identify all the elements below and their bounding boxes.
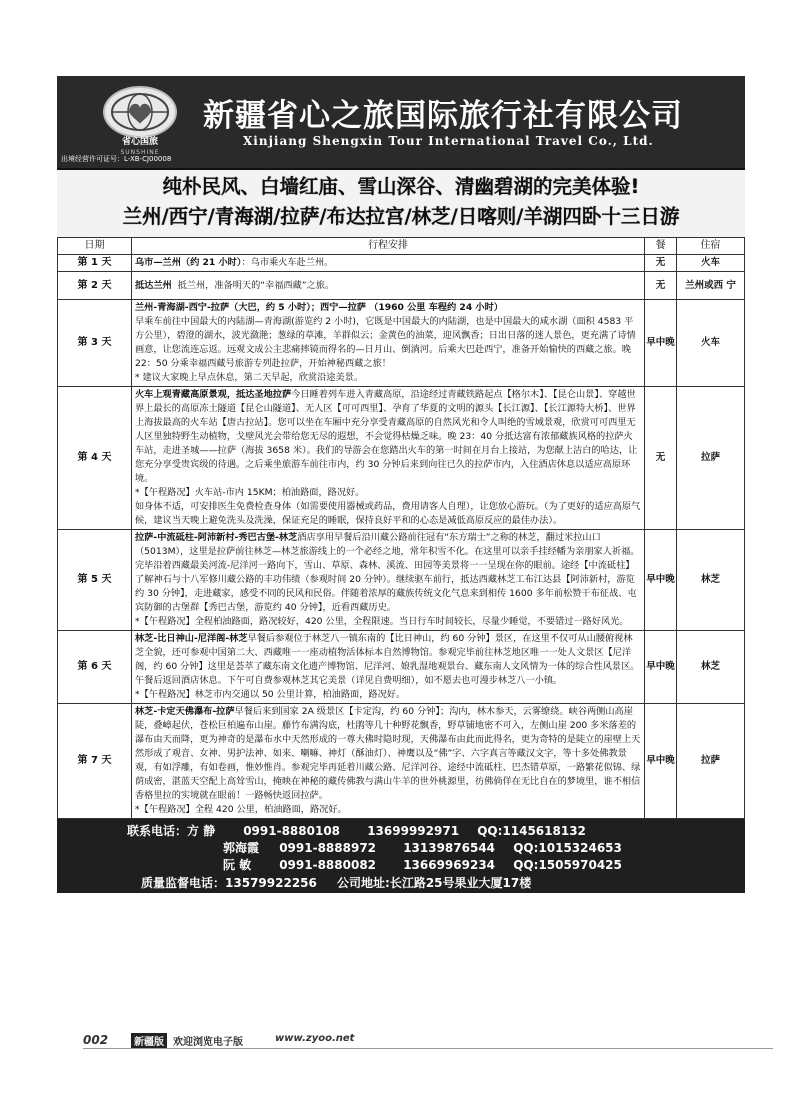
hotel-cell: 兰州或西 宁 — [677, 272, 745, 300]
supervision-label: 质量监督电话： — [141, 876, 226, 890]
itinerary-table — [57, 237, 745, 819]
contact-mobile: 13669969234 — [403, 858, 496, 872]
meal-cell: 早中晚 — [645, 631, 677, 704]
supervision-row — [141, 874, 531, 891]
contact-row — [223, 856, 622, 873]
logo-text: 省心国旅 — [121, 137, 158, 147]
hotel-cell: 火车 — [677, 255, 745, 272]
schedule-cell — [132, 704, 645, 819]
page-footer — [83, 1030, 773, 1048]
welcome-text: 欢迎浏览电子版 — [173, 1037, 243, 1048]
schedule-text: 早乘车前往中国最大的内陆湖—青海湖(游览约 2 小时)，它既是中国最大的内陆湖，也是中国最大的咸水湖（面积 4583 平方公里），碧澄的湖水，波光潋滟；葱绿的草滩，羊群似云；金黄色的油菜，迎风飘香；日出日落的迷人景色，更充满了诗情画意，让您流连忘返。远观文成公主悲痛摔镜而得名的—日月山、倒淌河。后乘大巴赴西宁，准备开始愉快的西藏之旅。晚 22：50 分乘幸福西藏号旅游专列赴拉萨，开始神秘西藏之旅！ — [135, 316, 636, 369]
company-name-cn: 新疆省心之旅国际旅行社有限公司 — [203, 98, 683, 134]
schedule-text: 酒店享用早餐后沿川藏公路前往冠有“东方瑞士”之称的林芝，翻过米拉山口（5013M），这里是拉萨前往林芝—林芝旅游线上的一个必经之地，常年积雪不化。在这里可以亲手挂经幡为亲朋家人祈福。完毕沿着西藏最美河流-尼洋河一路向下，雪山、草原、森林、溪流、田园等美景将一一呈现在你的眼前。途经【中流砥柱】了解神石与十八军修川藏公路的丰功伟绩（参观时间 20 分钟）。继续驱车前行，抵达西藏林芝工布江达县【阿沛新村，游览约 30 分钟】，走进藏家，感受不同的民风和民俗。伴随着浓厚的藏族传统文化气息来到相传 1600 多年前松赞干布征战、屯宾防御的古堡群【秀巴古堡，游览约 40 分钟】，近看西藏历史。 — [135, 532, 640, 613]
schedule-note: *【午程路况】全程 420 公里，柏油路面，路况好。 — [135, 804, 347, 815]
meal-cell: 早中晚 — [645, 704, 677, 819]
table-row — [58, 272, 745, 300]
schedule-note: *【午程路况】全程柏油路面，路况较好，420 公里，全程限速。当日行车时间较长，尽量少睡觉，不要错过一路好风光。 — [135, 616, 629, 627]
schedule-cell — [132, 530, 645, 631]
schedule-extra: 如身体不适，可安排医生免费检查身体（如需要使用器械或药品，费用请客人自理），让您放心游玩。（为了更好的适应高原气候，建议当天晚上避免洗头及洗澡，保证充足的睡眠，保持良好平和的心态是减低高原反应的最佳办法）。 — [135, 501, 641, 526]
contact-block — [57, 819, 745, 893]
table-row — [58, 387, 745, 530]
company-header — [57, 76, 745, 170]
contact-row — [223, 839, 622, 856]
schedule-text: 早餐后来到国家 2A 级景区【卡定沟，约 60 分钟】；沟内，林木参天，云雾缭绕。峡谷两侧山高崖陡，叠嶂起伏，苍松巨柏遍布山崖。藤竹布满沟底，杜鹃等几十种野花飘香，野草铺地密不可入，左侧山崖 200 多米落差的瀑布由天而降，更为神奇的是瀑布水中天然形成的一尊大佛时隐时现，天佛瀑布由此而此得名，更为奇特的是陡立的崖壁上天然形成了观音、女神、男护法神、如来、喇嘛、神灯（酥油灯）、神鹰以及“佛”字、六字真言等藏汉文字，等十多处佛教景观，有如浮雕，有如卷画，惟妙惟肖。参观完毕再延着川藏公路、尼洋河谷、途经中流砥柱、巴杰错草原，一路繁花似锦、绿荫成密，湛蓝天空配上高耸雪山，掩映在神秘的藏传佛教与满山牛羊的世外桃源里，彷佛倘佯在无比自在的梦境里，谁不相信香格里拉的实境就在眼前！一路畅快返回拉萨。 — [135, 706, 641, 801]
contact-qq: QQ:1015324653 — [513, 841, 622, 855]
day-label: 第 5 天 — [58, 530, 132, 631]
contact-qq: QQ:1145618132 — [477, 824, 586, 838]
table-header-row — [58, 238, 745, 255]
contact-label: 联系电话： — [127, 824, 188, 838]
contact-name: 郭海霞 — [223, 841, 260, 855]
supervision-tel: 13579922256 — [225, 876, 317, 890]
schedule-cell — [132, 631, 645, 704]
contact-tel: 0991-8880082 — [279, 858, 377, 872]
schedule-text: ：乌市乘火车赴兰州。 — [241, 257, 334, 268]
hotel-cell: 林芝 — [677, 631, 745, 704]
license-number: 出境经营许可证号：L-XB-CJ00008 — [61, 155, 172, 163]
hotel-cell: 拉萨 — [677, 387, 745, 530]
contact-row — [127, 822, 586, 839]
hotel-cell: 拉萨 — [677, 704, 745, 819]
contact-qq: QQ:1505970425 — [513, 858, 622, 872]
logo-subtext: SUNSHINE — [120, 149, 160, 156]
schedule-note: * 建议大家晚上早点休息，第二天早起，欣赏沿途美景。 — [135, 372, 364, 383]
tour-route-title: 兰州/西宁/青海湖/拉萨/布达拉宫/林芝/日喀则/羊湖四卧十三日游 — [122, 205, 680, 228]
meal-cell: 无 — [645, 255, 677, 272]
tour-banner — [57, 170, 745, 237]
day-label: 第 3 天 — [58, 300, 132, 387]
table-row — [58, 631, 745, 704]
day-label: 第 1 天 — [58, 255, 132, 272]
company-logo — [103, 86, 177, 156]
meal-cell: 早中晚 — [645, 530, 677, 631]
contact-mobile: 13699992971 — [367, 824, 460, 838]
page-number: 002 — [83, 1033, 109, 1047]
schedule-title: 乌市—兰州（约 21 小时） — [135, 257, 242, 268]
contact-name: 阮 敏 — [223, 858, 252, 872]
schedule-title: 拉萨-中流砥柱-阿沛新村-秀巴古堡-林芝 — [135, 532, 298, 543]
schedule-cell — [132, 387, 645, 530]
contact-tel: 0991-8880108 — [243, 824, 341, 838]
footer-divider — [83, 1048, 773, 1049]
schedule-note: *【午程路况】林芝市内交通以 50 公里计算，柏油路面，路况好。 — [135, 689, 406, 700]
meal-cell: 早中晚 — [645, 300, 677, 387]
hotel-cell: 火车 — [677, 300, 745, 387]
company-address: 公司地址:长江路25号果业大厦17楼 — [337, 876, 532, 890]
header-meals: 餐 — [645, 238, 677, 255]
header-date: 日期 — [58, 238, 132, 255]
schedule-note: *【午程路况】火车站-市内 15KM；柏油路面，路况好。 — [135, 487, 365, 498]
schedule-text: 今日睡着列车进入青藏高原，沿途经过青藏铁路起点【格尔木】、【昆仑山景】、穿越世界上最长的高原冻土隧道【昆仑山隧道】、无人区【可可西里】、孕育了华夏的文明的源头【长江源】、【长江源特大桥】、世界上海拔最高的火车站【唐古拉站】。您可以坐在车厢中充分享受青藏高原的自然风光和令人叫绝的雪域景观，欣赏可可西里无人区里独特野生动植物，戈壁风光会带给您无尽的遐想，不会觉得枯燥乏味。晚 23：40 分抵达富有浓郁藏族风格的拉萨火车站，走进圣城——拉萨（海拔 3658 米）。我们的导游会在您踏出火车的第一时间在月台上接站，为您献上洁白的哈达，让您充分享受贵宾级的待遇。之后乘坐旅游车前往市内，约 30 分钟后来到向往已久的拉萨市内，入住酒店休息以适应高原环境。 — [135, 389, 638, 484]
header-lodging: 住宿 — [677, 238, 745, 255]
day-label: 第 6 天 — [58, 631, 132, 704]
day-label: 第 7 天 — [58, 704, 132, 819]
day-label: 第 2 天 — [58, 272, 132, 300]
schedule-cell — [132, 255, 645, 272]
meal-cell: 无 — [645, 387, 677, 530]
schedule-text: 早餐后参观位于林芝八一镇东南的【比日神山，约 60 分钟】景区，在这里不仅可从山腰俯视林芝全貌，还可参观中国第二大、西藏唯一一座动植物活体标本自然博物馆。参观完毕前往林芝地区唯一一处人文景区【尼洋阁，约 60 分钟】这里是荟萃了藏东南文化遗产博物馆、尼洋河、娘乳湿地观景台、藏东南人文风情为一体的综合性风景区。午餐后返回酒店休息。下午可自费参观林芝其它美景（详见自费明细），如不愿去也可漫步林芝八一小镇。 — [135, 633, 640, 686]
table-row — [58, 530, 745, 631]
schedule-cell — [132, 272, 645, 300]
table-row — [58, 704, 745, 819]
schedule-title: 林芝-卡定天佛瀑布-拉萨 — [135, 706, 235, 717]
schedule-title: 抵达兰州 — [135, 279, 172, 291]
header-schedule: 行程安排 — [132, 238, 645, 255]
website-link[interactable]: www.zyoo.net — [275, 1033, 355, 1044]
edition-badge: 新疆版 — [131, 1033, 167, 1048]
day-label: 第 4 天 — [58, 387, 132, 530]
table-row — [58, 255, 745, 272]
table-row — [58, 300, 745, 387]
schedule-cell — [132, 300, 645, 387]
globe-logo-icon — [103, 86, 177, 138]
contact-mobile: 13139876544 — [403, 841, 496, 855]
company-name-en: Xinjiang Shengxin Tour International Travel Co., Ltd. — [243, 134, 654, 148]
meal-cell: 无 — [645, 272, 677, 300]
hotel-cell: 林芝 — [677, 530, 745, 631]
contact-tel: 0991-8888972 — [279, 841, 377, 855]
schedule-title: 林芝-比日神山-尼洋阁-林芝 — [135, 633, 248, 644]
brochure-page — [57, 76, 745, 893]
tour-slogan: 纯朴民风、白墙红庙、雪山深谷、清幽碧湖的完美体验! — [162, 175, 640, 198]
contact-name: 方 静 — [187, 824, 216, 838]
schedule-text: 抵兰州，准备明天的“幸福西藏”之旅。 — [177, 279, 335, 291]
schedule-title: 兰州-青海湖-西宁-拉萨（大巴，约 5 小时）；西宁—拉萨 （1960 公里 车程约 24 小时） — [135, 302, 503, 313]
schedule-title: 火车上观青藏高原景观，抵达圣地拉萨 — [135, 389, 292, 400]
